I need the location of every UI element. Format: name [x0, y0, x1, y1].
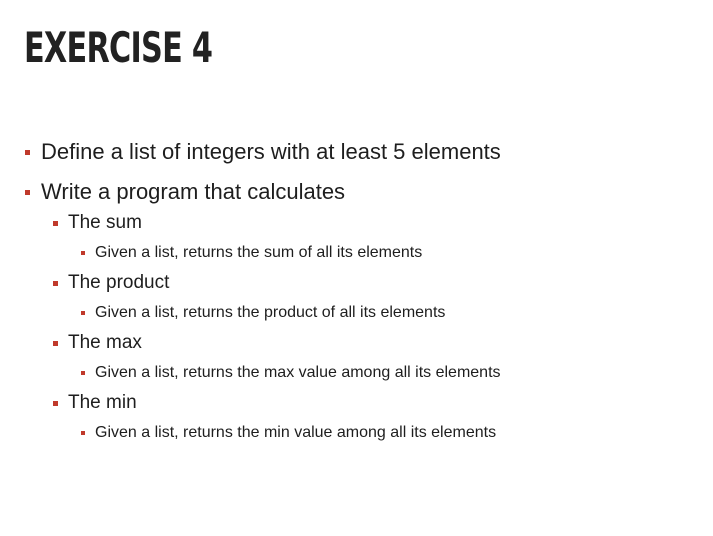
detail-product: [95, 303, 445, 323]
bullet-marker: [53, 221, 58, 226]
bullet-marker: [81, 251, 85, 255]
detail-sum: [95, 243, 422, 263]
bullet-marker: [53, 401, 58, 406]
bullet-text: Given a list, returns the min value among all its elements: [95, 424, 497, 441]
detail-max: [95, 363, 501, 383]
bullet-marker: [53, 281, 58, 286]
bullet-text: Given a list, returns the max value among all its elements: [95, 364, 501, 381]
bullet-text: Given a list, returns the product of all its elements: [95, 304, 446, 321]
bullet-define-list: [41, 139, 501, 165]
bullet-text: The sum: [68, 212, 142, 233]
bullet-marker: [81, 371, 85, 375]
bullet-text: The max: [68, 332, 142, 353]
bullet-marker: [81, 311, 85, 315]
sub-bullet-sum: [68, 212, 142, 234]
bullet-text: Write a program that calculates: [41, 179, 346, 204]
bullet-text: The min: [68, 392, 137, 413]
bullet-text: Define a list of integers with at least 5 elements: [41, 139, 501, 164]
bullet-text: The product: [68, 272, 170, 293]
slide-title: EXERCISE 4: [24, 23, 213, 72]
bullet-marker: [53, 341, 58, 346]
bullet-marker: [25, 190, 30, 195]
detail-min: [95, 423, 496, 443]
sub-bullet-min: [68, 392, 137, 414]
sub-bullet-product: [68, 272, 169, 294]
sub-bullet-max: [68, 332, 142, 354]
bullet-marker: [25, 150, 30, 155]
bullet-marker: [81, 431, 85, 435]
bullet-text: Given a list, returns the sum of all its elements: [95, 244, 423, 261]
bullet-write-program: [41, 179, 345, 205]
